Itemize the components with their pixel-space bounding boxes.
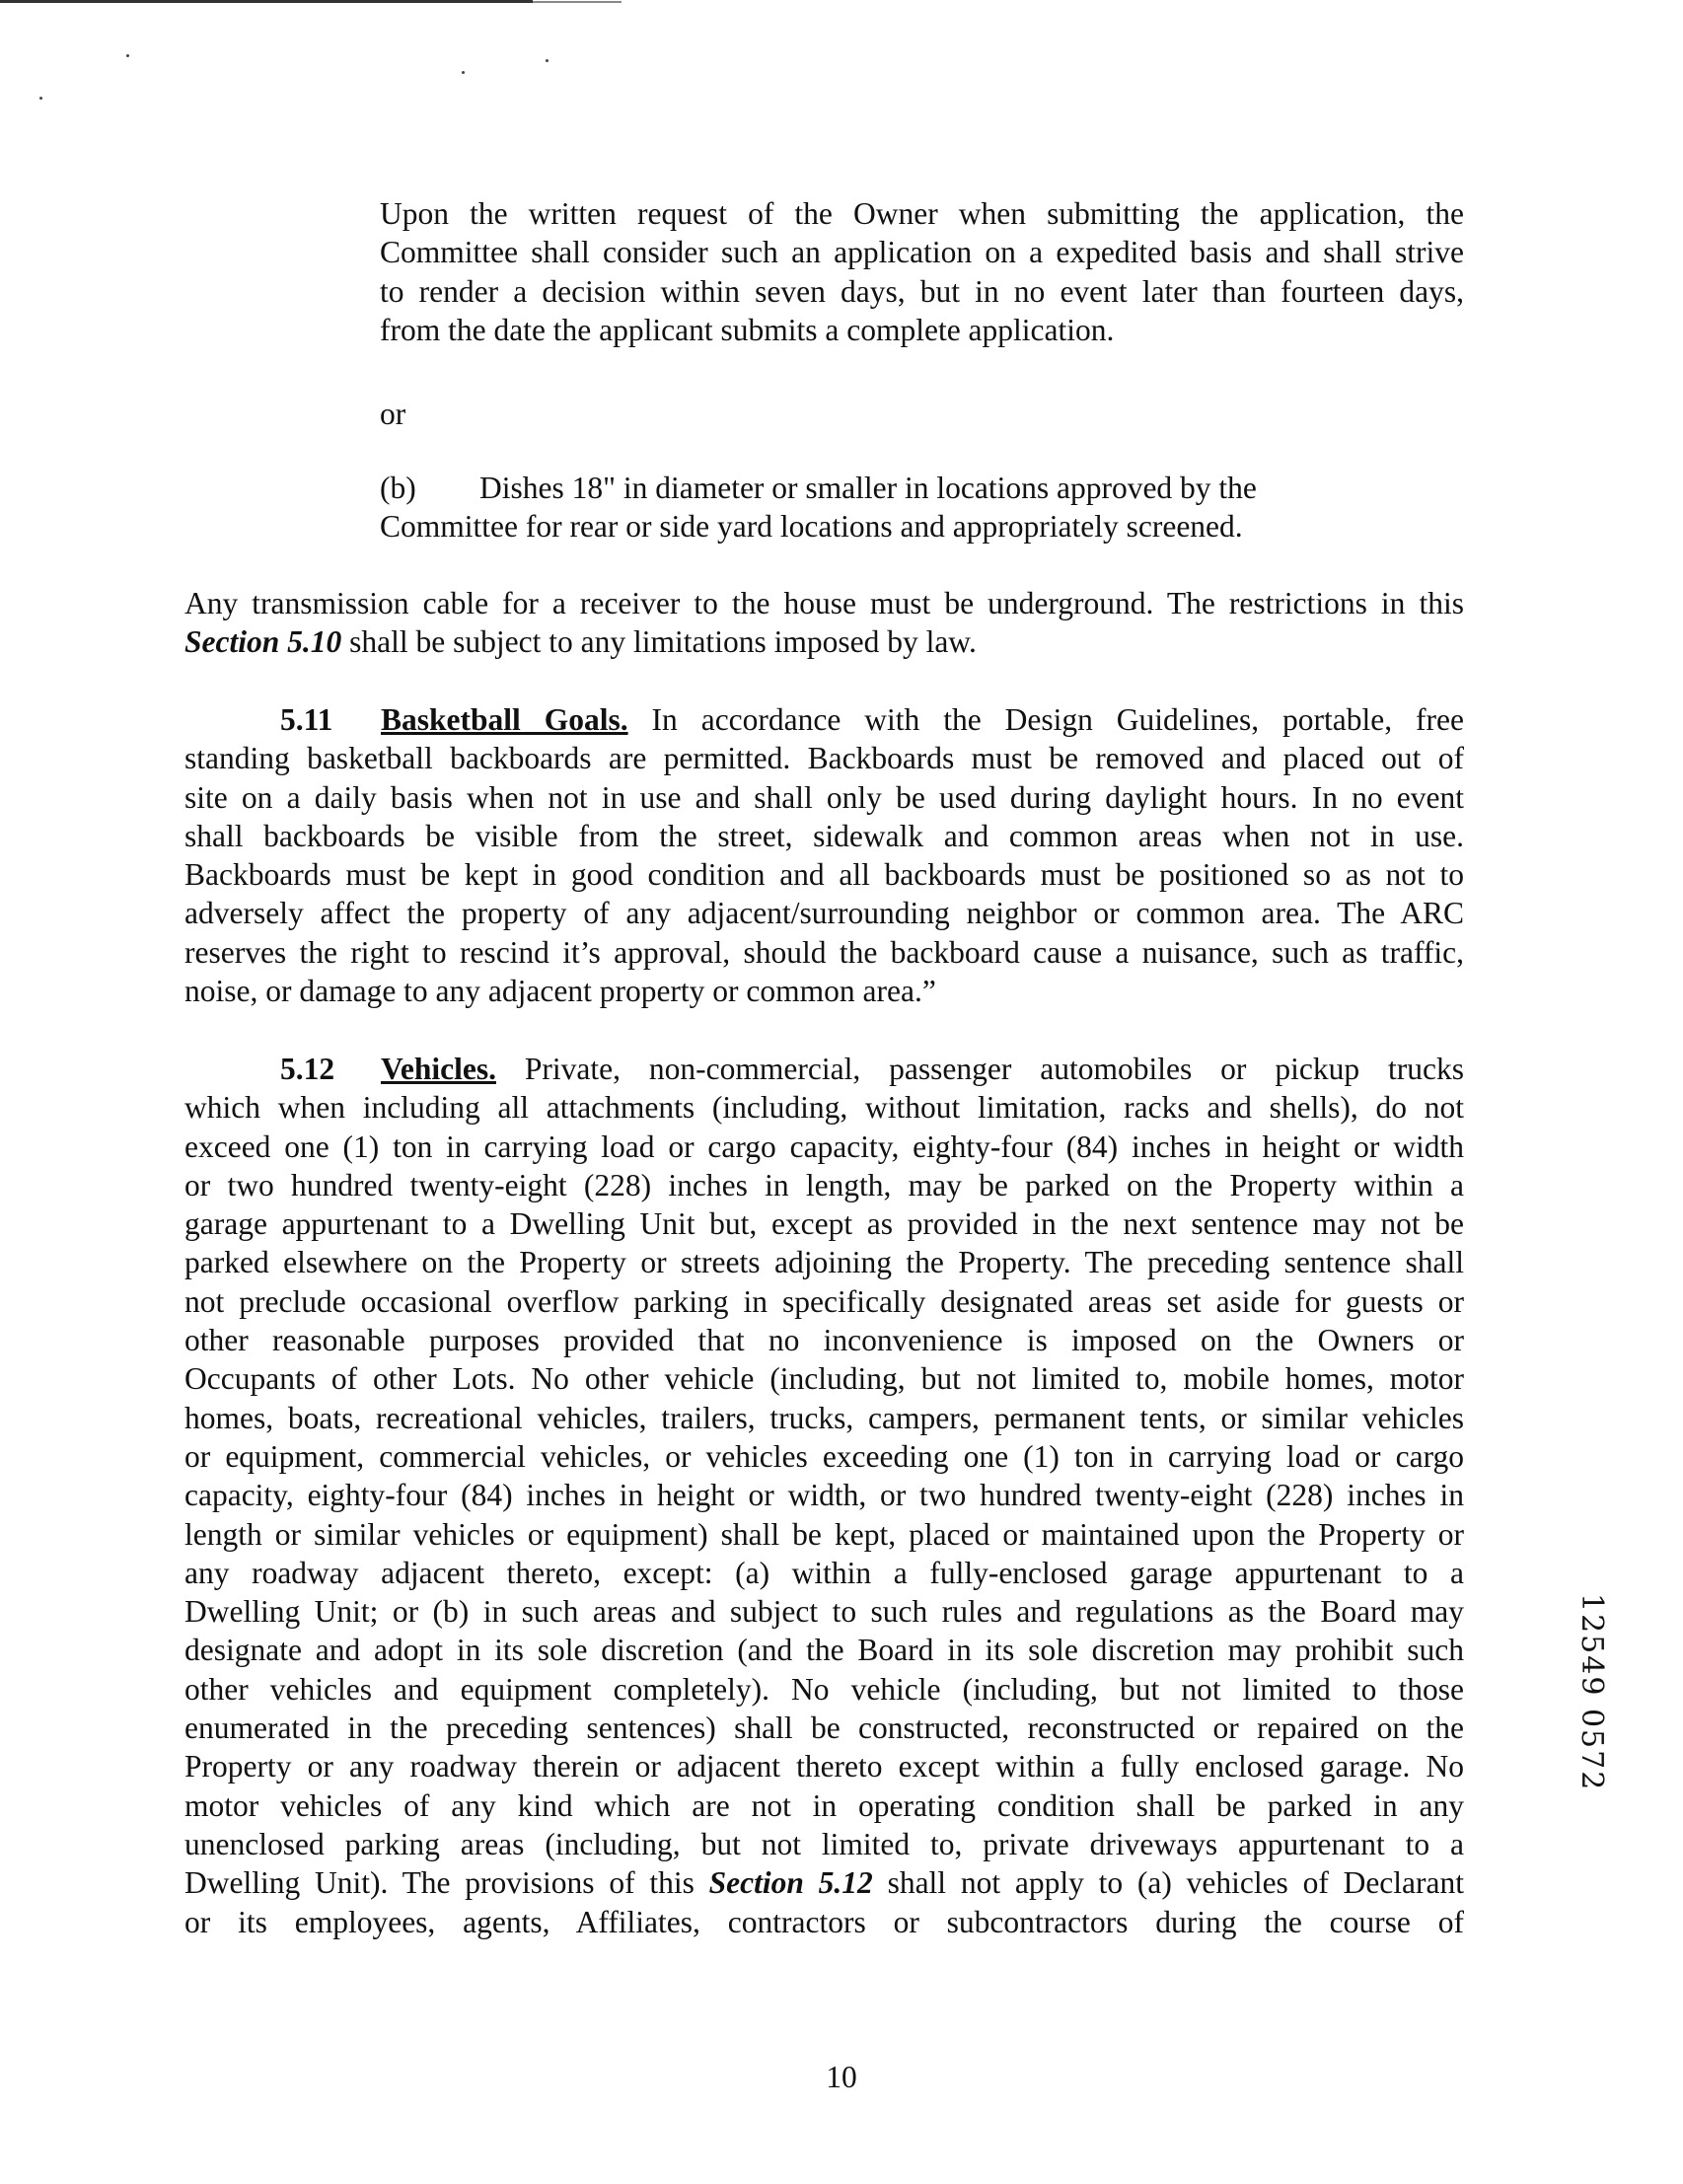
scan-edge-line [533, 1, 622, 3]
scan-speck [546, 59, 549, 62]
section-heading: Vehicles. [381, 1052, 496, 1086]
section-reference: Section 5.10 [184, 624, 342, 660]
section-5-12: 5.12 Vehicles. Private, non-commercial, passenger automobiles or pickup trucks which when including all attachments (including, without limitation, racks and shells), do not exceed one (1) ton in carrying load or cargo capacity, eighty-four (84) inches in height or width or two hundred twenty-eight (228) inches in length, may be parked on the Property within a garage appurtenant to a Dwelling Unit but, except as provided in the next sentence may not be parked elsewhere on the Property or streets adjoining the Property. The preceding sentence shall not preclude occasional overflow parking in specifically designated areas set aside for guests or other reasonable purposes provided that no inconvenience is imposed on the Owners or Occupants of other Lots. No other vehicle (including, but not limited to, mobile homes, motor homes, boats, recreational vehicles, trailers, trucks, campers, permanent tents, or similar vehicles or equipment, commercial vehicles, or vehicles exceeding one (1) ton in carrying load or cargo capacity, eighty-four (84) inches in height or width, or two hundred twenty-eight (228) inches in length or similar vehicles or equipment) shall be kept, placed or maintained upon the Property or any roadway adjacent thereto, except: (a) within a fully-enclosed garage appurtenant to a Dwelling Unit; or (b) in such areas and subject to such rules and regulations as the Board may designate and adopt in its sole discretion (and the Board in its sole discretion may prohibit such other vehicles and equipment completely). No vehicle (including, but not limited to those enumerated in the preceding sentences) shall be constructed, reconstructed or repaired on the Property or any roadway therein or adjacent thereto except within a fully enclosed garage. No motor vehicles of any kind which are not in operating condition shall be parked in any unenclosed parking areas (including, but not limited to, private driveways appurtenant to a Dwelling Unit). The provisions of this Section 5.12 shall not apply to (a) vehicles of Declarant or its employees, agents, Affiliates, contractors or subcontractors during the course of [184, 1052, 1464, 1939]
or-separator: or [380, 397, 406, 431]
section-number: 5.12 [280, 1052, 335, 1086]
page-number: 10 [826, 2060, 857, 2094]
section-number: 5.11 [280, 702, 333, 737]
recording-stamp: 12549 0572 [1574, 1593, 1609, 1792]
scan-speck [126, 54, 129, 57]
scan-speck [39, 97, 42, 100]
transmission-cable-paragraph: Any transmission cable for a receiver to the house must be underground. The restrictions in this Section 5.10 shall be subject to any limitations imposed by law. [184, 586, 1464, 660]
section-5-11: 5.11 Basketball Goals. In accordance with the Design Guidelines, portable, free standing basketball backboards are permitted. Backboards must be removed and placed out of site on a daily basis when not in use and shall only be used during daylight hours. In no event shall backboards be visible from the street, sidewalk and common areas when not in use. Backboards must be kept in good condition and all backboards must be positioned so as not to adversely affect the property of any adjacent/surrounding neighbor or common area. The ARC reserves the right to rescind it’s approval, should the backboard cause a nuisance, such as traffic, noise, or damage to any adjacent property or common area.” [184, 702, 1465, 1009]
section-heading: Basketball Goals. [381, 702, 628, 737]
clause-label: (b) [380, 471, 416, 505]
scan-speck [462, 71, 465, 74]
dishes-clause: (b) Dishes 18" in diameter or smaller in locations approved by the Committee for rear or side yard locations and appropriately screened. [380, 471, 1257, 545]
expedited-paragraph: Upon the written request of the Owner when submitting the application, the Committee shall consider such an application on a expedited basis and shall strive to render a decision within seven days, but in no event later than fourteen days, from the date the applicant submits a complete application. [380, 196, 1464, 347]
scan-edge-line [0, 0, 533, 3]
section-reference: Section 5.12 [708, 1865, 873, 1901]
